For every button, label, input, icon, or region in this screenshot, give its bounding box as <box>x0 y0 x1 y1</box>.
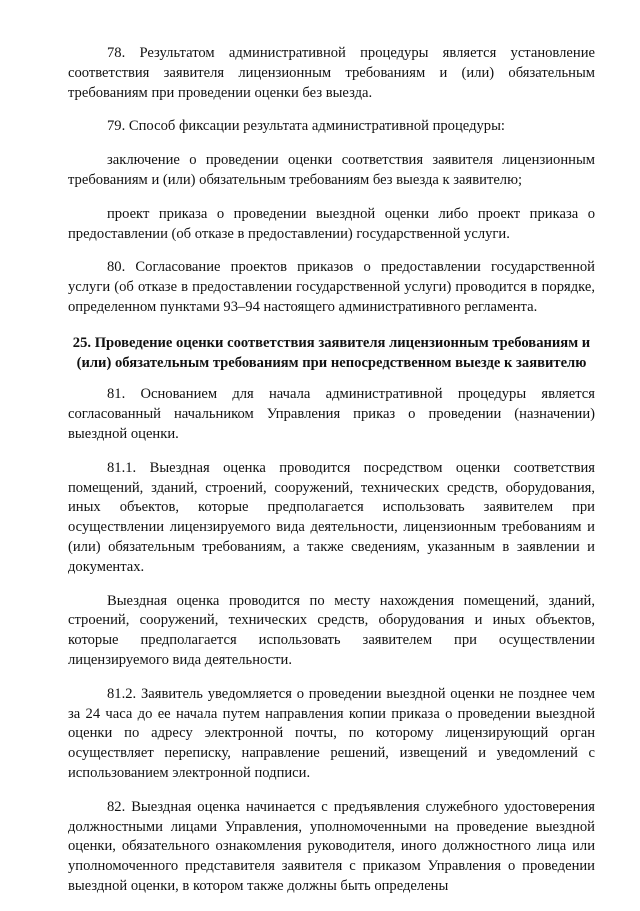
paragraph-81-2: 81.2. Заявитель уведомляется о проведении выездной оценки не позднее чем за 24 часа до ее начала путем направления копии приказа о проведении выездной оценки по адресу электронной почты, по которому лицензирующий орган осуществляет переписку, направление решений, извещений и уведомлений с использованием электронной подписи. <box>68 685 595 781</box>
paragraph-79-item-conclusion: заключение о проведении оценки соответствия заявителя лицензионным требованиям и (или) обязательным требованиям без выезда к заявителю; <box>68 152 595 188</box>
paragraph-81-1-location: Выездная оценка проводится по месту нахождения помещений, зданий, строений, сооружений, технических средств, оборудования и иных объектов, которые предполагается использовать заявителем при осуществлении лицензируемого вида деятельности. <box>68 592 595 668</box>
paragraph-79-item-draft-order: проект приказа о проведении выездной оценки либо проект приказа о предоставлении (об отказе в предоставлении) государственной услуги. <box>68 205 595 242</box>
paragraph-81: 81. Основанием для начала административной процедуры является согласованный начальником Управления приказ о проведении (назначении) выездной оценки. <box>68 386 595 442</box>
paragraph-80: 80. Согласование проектов приказов о предоставлении государственной услуги (об отказе в предоставлении государственной услуги) проводится в порядке, определенном пунктами 93–94 настоящего административного регламента. <box>68 259 595 315</box>
paragraph-78: 78. Результатом административной процедуры является установление соответствия заявителя лицензионным требованиям и (или) обязательным требованиям при проведении оценки без выезда. <box>68 45 595 101</box>
paragraph-79: 79. Способ фиксации результата административной процедуры: <box>107 118 505 135</box>
document-page <box>68 44 595 911</box>
paragraph-81-1: 81.1. Выездная оценка проводится посредством оценки соответствия помещений, зданий, строений, сооружений, технических средств, оборудования, иных объектов, которые предполагается использовать заявителем при осуществлении лицензируемого вида деятельности, лицензионным требованиям и (или) обязательным требованиям, а также сведениям, указанным в заявлении и документах. <box>68 459 595 575</box>
section-heading-25: 25. Проведение оценки соответствия заявителя лицензионным требованиям и (или) обязательным требованиям при непосредственном выезде к заявителю <box>72 334 591 371</box>
paragraph-82: 82. Выездная оценка начинается с предъявления служебного удостоверения должностными лицами Управления, уполномоченными на проведение выездной оценки, обязательного ознакомления руководителя, иного должностного лица или уполномоченного представителя заявителя с приказом Управления о проведении выездной оценки, в котором также должны быть определены <box>68 798 595 894</box>
